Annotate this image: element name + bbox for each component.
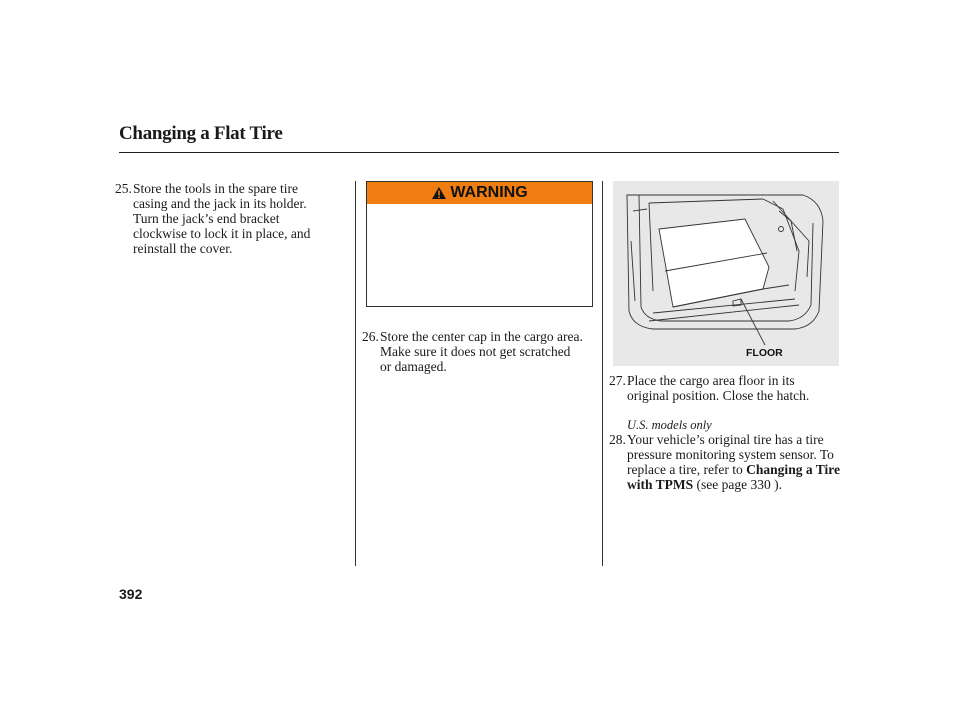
warning-triangle-icon [431,186,447,200]
step-text [627,432,841,492]
step-number: 28. [609,432,626,447]
step-27 [609,373,839,403]
model-note: U.S. models only [627,418,712,432]
step-text-after: (see page 330 ). [693,477,782,492]
figure-label-floor: FLOOR [746,347,783,359]
warning-header [367,182,592,204]
step-26 [362,329,584,374]
warning-label: WARNING [450,184,528,201]
cargo-floor-illustration [613,181,839,366]
title-divider [119,152,839,153]
step-number: 27. [609,373,626,388]
column-divider [355,181,356,566]
step-text: Store the center cap in the cargo area. Make sure it does not get scratched or damaged. [380,329,583,374]
page-number: 392 [119,586,143,602]
step-text: Store the tools in the spare tire casing and the jack in its holder. Turn the jack’s end bracket clockwise to lock it in place, and reinstall the cover. [133,181,311,256]
section-title: Changing a Flat Tire [119,123,283,144]
column-divider [602,181,603,566]
cross-reference-link[interactable]: Changing a Tire with TPMS [627,462,840,492]
step-text-before: Your vehicle’s original tire has a tire pressure monitoring system sensor. To replace a tire, refer to [627,432,834,477]
step-number: 25. [115,181,132,196]
step-25 [115,181,335,256]
step-text: Place the cargo area floor in its original position. Close the hatch. [627,373,810,403]
warning-box [366,181,593,307]
step-28 [609,432,841,492]
step-number: 26. [362,329,379,344]
cargo-area-drawing [613,181,839,366]
